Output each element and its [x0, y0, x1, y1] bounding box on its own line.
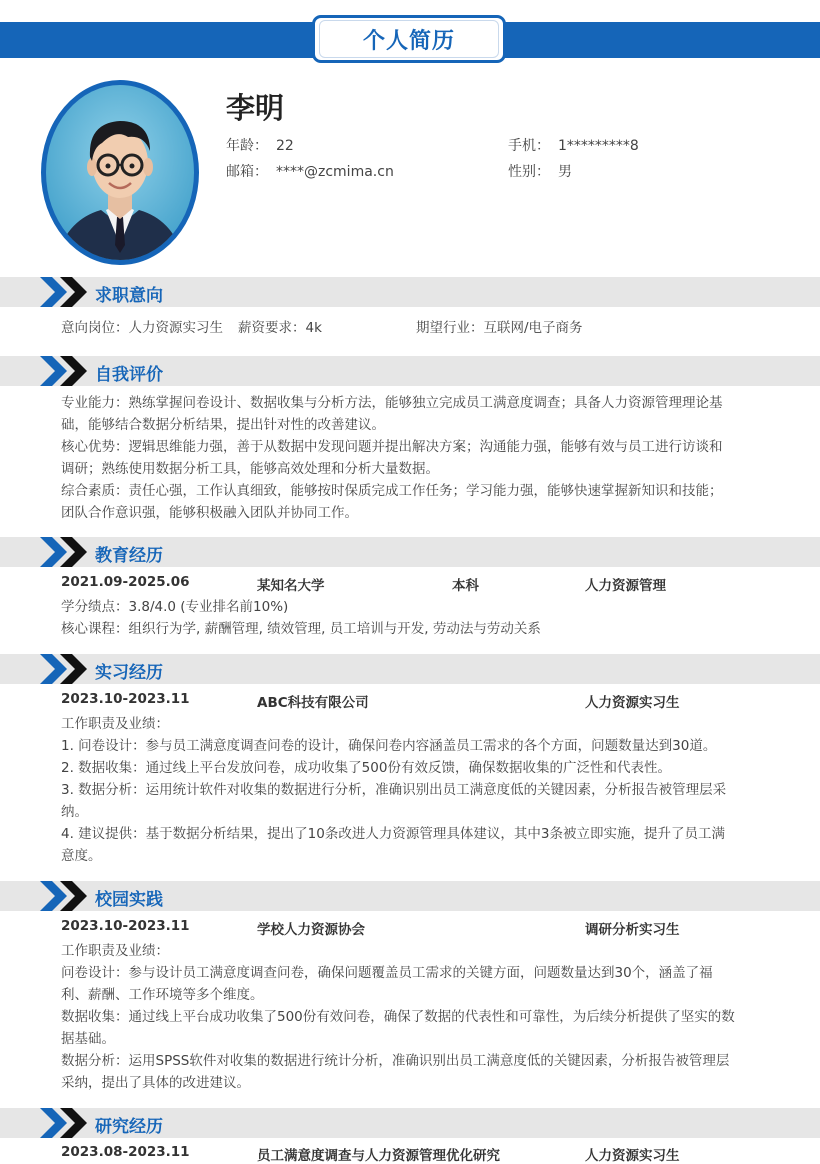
phone-label: 手机： [508, 138, 550, 154]
text-line: 4. 建议提供：基于数据分析结果，提出了10条改进人力资源管理具体建议，其中3条被立即实施，提升了员工满 [61, 826, 725, 842]
email-label: 邮箱： [226, 164, 268, 180]
section-header [0, 654, 820, 684]
email-info [226, 161, 394, 181]
section-self-evaluation [0, 356, 820, 386]
text-line: 3. 数据分析：运用统计软件对收集的数据进行分析，准确识别出员工满意度低的关键因素，分析报告被管理层采 [61, 782, 727, 798]
section-research [0, 1108, 820, 1138]
section-title: 求职意向 [95, 286, 163, 306]
intention-salary: 薪资要求：4k [238, 320, 322, 336]
text-line: 团队合作意识强，能够积极融入团队并协同工作。 [61, 505, 358, 521]
text-line: 利、薪酬、工作环境等多个维度。 [61, 987, 264, 1003]
resume-title-box [312, 15, 506, 63]
text-line: 础，能够结合数据分析结果，提出针对性的改善建议。 [61, 417, 385, 433]
double-chevron-icon [40, 881, 88, 911]
age-label: 年龄： [226, 138, 268, 154]
age-value: 22 [276, 138, 294, 154]
text-line: 问卷设计：参与设计员工满意度调查问卷，确保问题覆盖员工需求的关键方面，问题数量达到30个，涵盖了福 [61, 965, 713, 981]
internship-role: 人力资源实习生 [585, 695, 680, 711]
section-header [0, 277, 820, 307]
text-line: 数据收集：通过线上平台成功收集了500份有效问卷，确保了数据的代表性和可靠性，为后续分析提供了坚实的数 [61, 1009, 735, 1025]
text-line: 核心课程：组织行为学, 薪酬管理, 绩效管理, 员工培训与开发, 劳动法与劳动关系 [61, 621, 541, 637]
double-chevron-icon [40, 654, 88, 684]
campus-org: 学校人力资源协会 [257, 922, 365, 938]
education-school: 某知名大学 [257, 578, 325, 594]
text-line: 核心优势：逻辑思维能力强，善于从数据中发现问题并提出解决方案；沟通能力强，能够有效与员工进行访谈和 [61, 439, 723, 455]
phone-info [508, 135, 639, 155]
section-header [0, 1108, 820, 1138]
double-chevron-icon [40, 356, 88, 386]
email-value: ****@zcmima.cn [276, 164, 394, 180]
text-line: 数据分析：运用SPSS软件对收集的数据进行统计分析，准确识别出员工满意度低的关键因素，分析报告被管理层 [61, 1053, 730, 1069]
text-line: 综合素质：责任心强，工作认真细致，能够按时保质完成工作任务；学习能力强，能够快速掌握新知识和技能； [61, 483, 723, 499]
double-chevron-icon [40, 277, 88, 307]
text-line: 1. 问卷设计：参与员工满意度调查问卷的设计，确保问卷内容涵盖员工需求的各个方面，问题数量达到30道。 [61, 738, 717, 754]
section-title: 校园实践 [95, 890, 163, 910]
gender-info [508, 161, 572, 181]
gender-label: 性别： [508, 164, 550, 180]
text-line: 学分绩点：3.8/4.0 (专业排名前10%) [61, 599, 289, 615]
age-info [226, 135, 294, 155]
section-campus [0, 881, 820, 911]
text-line: 采纳，提出了具体的改进建议。 [61, 1075, 250, 1091]
intention-position: 意向岗位：人力资源实习生 [61, 320, 223, 336]
section-header [0, 356, 820, 386]
campus-date: 2023.10-2023.11 [61, 918, 190, 934]
section-intention [0, 277, 820, 307]
text-line: 工作职责及业绩： [61, 943, 169, 959]
text-line: 调研；熟练使用数据分析工具，能够高效处理和分析大量数据。 [61, 461, 439, 477]
intention-industry: 期望行业：互联网/电子商务 [416, 320, 583, 336]
section-header [0, 537, 820, 567]
section-header [0, 881, 820, 911]
section-title: 自我评价 [95, 365, 163, 385]
gender-value: 男 [558, 164, 572, 180]
text-line: 专业能力：熟练掌握问卷设计、数据收集与分析方法，能够独立完成员工满意度调查；具备人力资源管理理论基 [61, 395, 723, 411]
resume-title: 个人简历 [319, 20, 499, 58]
section-education [0, 537, 820, 567]
text-line: 据基础。 [61, 1031, 115, 1047]
section-title: 教育经历 [95, 546, 163, 566]
section-title: 研究经历 [95, 1117, 163, 1137]
text-line: 工作职责及业绩： [61, 716, 169, 732]
internship-company: ABC科技有限公司 [257, 695, 369, 711]
profile-photo [41, 80, 199, 265]
section-title: 实习经历 [95, 663, 163, 683]
research-role: 人力资源实习生 [585, 1148, 680, 1164]
text-line: 意度。 [61, 848, 102, 864]
internship-date: 2023.10-2023.11 [61, 691, 190, 707]
education-major: 人力资源管理 [585, 578, 666, 594]
phone-value: 1*********8 [558, 138, 639, 154]
section-internship [0, 654, 820, 684]
double-chevron-icon [40, 1108, 88, 1138]
campus-role: 调研分析实习生 [585, 922, 680, 938]
research-date: 2023.08-2023.11 [61, 1144, 190, 1160]
education-degree: 本科 [452, 578, 479, 594]
person-name: 李明 [226, 91, 285, 125]
education-date: 2021.09-2025.06 [61, 574, 190, 590]
text-line: 纳。 [61, 804, 88, 820]
text-line: 2. 数据收集：通过线上平台发放问卷，成功收集了500份有效反馈，确保数据收集的广泛性和代表性。 [61, 760, 671, 776]
research-project: 员工满意度调查与人力资源管理优化研究 [257, 1148, 500, 1164]
double-chevron-icon [40, 537, 88, 567]
